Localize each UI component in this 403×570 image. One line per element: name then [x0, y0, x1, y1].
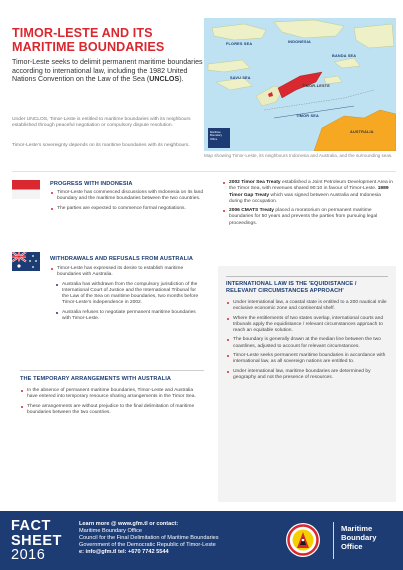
footer-separator	[333, 522, 334, 559]
footer-council: Council for the Final Delimitation of Maritime Boundaries	[79, 535, 219, 541]
international-law-rule	[226, 276, 388, 277]
footer-government: Government of the Democratic Republic of Timor-Leste	[79, 542, 216, 548]
paragraph-1: Under UNCLOS, Timor-Leste is entitled to maritime boundaries with its neighbours established through peaceful negotiation or compulsory dispute resolution.	[12, 117, 191, 129]
logo-line-3: Office	[341, 542, 363, 551]
list-item: The boundary is generally drawn at the median line between the two coastlines, adjusted to account for relevant circumstances.	[226, 337, 390, 350]
unclos-strong: UNCLOS	[149, 75, 180, 84]
cmats-text: placed a moratorium on permanent maritime boundaries for 50 years and prevents the parties from pursuing legal proceedings.	[229, 208, 378, 226]
map-label-timor-leste: TIMOR-LESTE	[302, 84, 330, 88]
paragraph-2: Timor-Leste's sovereignty depends on its maritime boundaries with its neighbours.	[12, 143, 190, 148]
map-caption: Map showing Timor-Leste, its neighbours Indonesia and Australia, and the surrounding seas.	[204, 153, 393, 158]
sheet-word: SHEET	[11, 532, 62, 549]
government-seal-icon	[285, 522, 321, 558]
learn-more-link[interactable]: Learn more @ www.gfm.tl or contact:	[79, 521, 179, 527]
list-item: Where the entitlements of two states overlap, international courts and tribunals apply the equidistance / relevant circumstances approach to reach an equitable solution.	[226, 316, 390, 335]
map-label-savu-sea: SAVU SEA	[230, 76, 251, 80]
heading-international-law: INTERNATIONAL LAW IS THE 'EQUIDISTANCE / RELEVANT CIRCUMSTANCES APPROACH'	[226, 281, 357, 294]
cmats-label: 2006 CMATS Treaty	[229, 208, 275, 214]
australia-flag-icon	[12, 252, 40, 271]
fact-sheet-title	[11, 519, 62, 563]
logo-line-1: Maritime	[341, 524, 373, 533]
list-indonesia	[50, 190, 204, 215]
fact-sheet-year: 2016	[11, 547, 46, 563]
list-item: These arrangements are without prejudice to the final delimitation of maritime boundaries between the two countries.	[20, 404, 204, 417]
intro-paragraph	[12, 58, 204, 84]
list-item: Under international law, a coastal state is entitled to a 200 nautical mile exclusive economic zone and continental shelf.	[226, 300, 390, 313]
footer-contact[interactable]: e: info@gfm.tl tel: +670 7742 5544	[79, 549, 169, 555]
intro-text-before: Timor-Leste seeks to delimit permanent maritime boundaries according to international law, including the 1982 United Nations Convention on the Law of the Sea (	[12, 58, 203, 84]
logo-line-2: Boundary	[341, 533, 377, 542]
list-item: Under international law, maritime boundaries are determined by geography and not the presence of resources.	[226, 369, 390, 382]
map-label-flores-sea: FLORES SEA	[226, 42, 253, 46]
list-treaties	[222, 180, 394, 230]
maritime-boundary-office-logo	[341, 524, 376, 551]
map-office-box: Maritime Boundary Office	[208, 128, 230, 148]
heading-australia-withdrawals: WITHDRAWALS AND REFUSALS FROM AUSTRALIA	[50, 256, 194, 262]
list-item: Timor-Leste seeks permanent maritime boundaries in accordance with international law, as all sovereign nations are entitled to.	[226, 353, 390, 366]
region-map	[204, 18, 396, 151]
list-item: Australia refuses to negotiate permanent maritime boundaries with Timor-Leste.	[50, 310, 204, 323]
list-temporary	[20, 388, 204, 419]
footer-office: Maritime Boundary Office	[79, 528, 143, 534]
fact-word: FACT	[11, 518, 51, 534]
section-divider	[12, 171, 396, 172]
map-label-banda-sea: BANDA SEA	[332, 54, 357, 58]
treaty-2002-text: established a Joint Petroleum Development Area in the Timor Sea, with revenues shared 90:10 in favour of Timor-Leste.	[229, 180, 393, 192]
treaty-2002-label: 2002 Timor Sea Treaty	[229, 180, 281, 185]
list-item: The parties are expected to commence formal negotiations.	[50, 206, 204, 212]
footer	[0, 511, 403, 570]
list-item: In the absence of permanent maritime boundaries, Timor-Leste and Australia have entered into temporary resource sharing arrangements in the Timor Sea.	[20, 388, 204, 401]
intro-text-after: ).	[179, 75, 184, 84]
indonesia-flag-icon	[12, 180, 40, 199]
list-item: Australia has withdrawn from the compulsory jurisdiction of the International Court of Justice and the International Tribunal for the Law of the Sea on maritime boundaries, two months before Timor-Leste's independence in 2002.	[50, 282, 204, 307]
list-item: Timor-Leste has expressed its desire to establish maritime boundaries with Australia.	[50, 266, 204, 279]
page-title: TIMOR-LESTE AND ITS MARITIME BOUNDARIES	[12, 26, 165, 54]
map-label-australia: AUSTRALIA	[350, 130, 374, 134]
heading-temporary: THE TEMPORARY ARRANGEMENTS WITH AUSTRALIA	[20, 376, 171, 382]
temporary-top-rule	[20, 370, 204, 371]
list-item-cmats	[222, 208, 394, 227]
list-item: Timor-Leste has commenced discussions with Indonesia on its land boundary and the maritime boundaries between the two countries.	[50, 190, 204, 203]
heading-indonesia: PROGRESS WITH INDONESIA	[50, 181, 133, 187]
map-label-timor-sea: TIMOR SEA	[296, 114, 319, 118]
map-label-indonesia: INDONESIA	[288, 40, 311, 44]
treaty-1989-text: which was signed between Australia and Indonesia during the occupation.	[229, 192, 381, 204]
list-international-law	[226, 300, 390, 384]
list-australia-withdrawals	[50, 266, 204, 325]
treaty-1989-label: 1989 Timor Gap Treaty	[229, 186, 389, 198]
list-item-treaty-2002	[222, 180, 394, 205]
